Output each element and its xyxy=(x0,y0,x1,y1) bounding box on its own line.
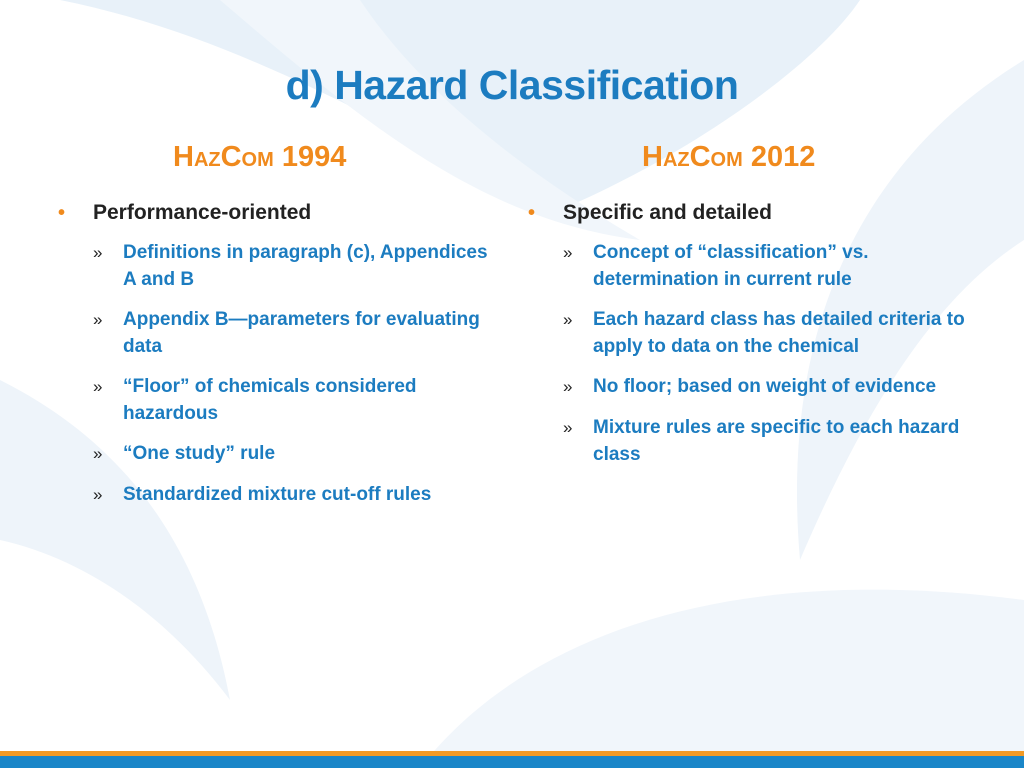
list-item xyxy=(58,239,498,293)
chevron-marker-icon: » xyxy=(563,418,573,437)
chevron-marker-icon: » xyxy=(93,243,103,262)
heading-hazcom-1994 xyxy=(173,141,346,174)
sub-bullet-text: Mixture rules are specific to each hazard class xyxy=(593,417,960,465)
chevron-marker-icon: » xyxy=(563,243,573,262)
footer-blue-stripe xyxy=(0,756,1024,768)
chevron-marker-icon: » xyxy=(93,377,103,396)
list-item xyxy=(58,306,498,360)
sub-bullet-list xyxy=(58,239,498,509)
column-hazcom-1994 xyxy=(58,198,498,522)
chevron-marker-icon: » xyxy=(93,444,103,463)
chevron-marker-icon: » xyxy=(93,310,103,329)
sub-bullet-text: “One study” rule xyxy=(123,443,276,464)
heading-hazcom-2012 xyxy=(642,141,815,174)
sub-bullet-text: Concept of “classification” vs. determination in current rule xyxy=(593,242,869,290)
bullet-text: Specific and detailed xyxy=(563,201,772,224)
bullet-dot-icon: • xyxy=(528,202,536,224)
bullet-text: Performance-oriented xyxy=(93,201,312,224)
sub-bullet-text: “Floor” of chemicals considered hazardous xyxy=(123,376,417,424)
list-item xyxy=(58,440,498,468)
list-item xyxy=(528,373,968,401)
column-hazcom-2012 xyxy=(528,198,968,481)
chevron-marker-icon: » xyxy=(93,485,103,504)
bullet-dot-icon: • xyxy=(58,202,66,224)
list-item xyxy=(528,414,968,468)
sub-bullet-text: No floor; based on weight of evidence xyxy=(593,376,937,397)
heading-name: HazCom xyxy=(642,141,743,173)
sub-bullet-text: Each hazard class has detailed criteria to apply to data on the chemical xyxy=(593,309,965,357)
chevron-marker-icon: » xyxy=(563,377,573,396)
bullet-item xyxy=(58,198,498,228)
heading-year: 2012 xyxy=(750,141,816,173)
sub-bullet-text: Definitions in paragraph (c), Appendices A and B xyxy=(123,242,488,290)
heading-name: HazCom xyxy=(173,141,274,173)
list-item xyxy=(528,239,968,293)
sub-bullet-text: Standardized mixture cut-off rules xyxy=(123,484,432,505)
chevron-marker-icon: » xyxy=(563,310,573,329)
list-item xyxy=(58,481,498,509)
list-item xyxy=(528,306,968,360)
swirl-band-bottom xyxy=(420,590,1024,768)
sub-bullet-text: Appendix B—parameters for evaluating data xyxy=(123,309,480,357)
heading-year: 1994 xyxy=(281,141,347,173)
list-item xyxy=(58,373,498,427)
slide-title: d) Hazard Classification xyxy=(285,62,739,108)
bullet-item xyxy=(528,198,968,228)
sub-bullet-list xyxy=(528,239,968,468)
